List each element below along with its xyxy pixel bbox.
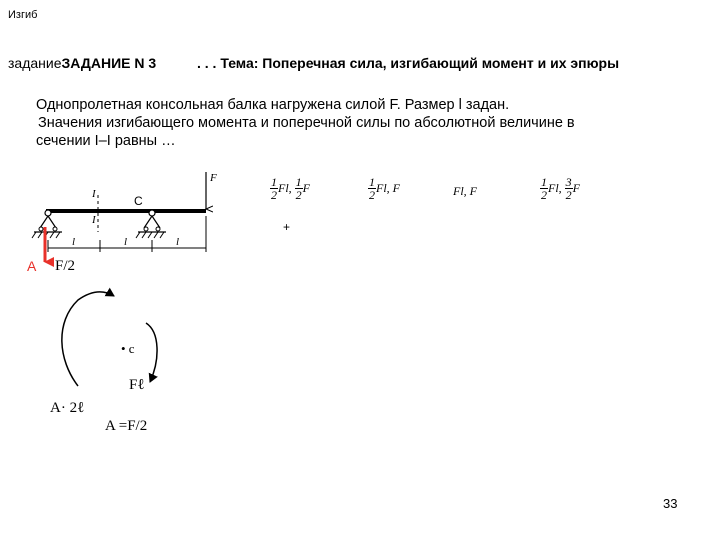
span-label-1: l — [72, 236, 76, 248]
task-topic: Тема: Поперечная сила, изгибающий момент и их эпюры — [220, 55, 620, 71]
middle-roller-support — [136, 210, 166, 238]
plus-sign: + — [283, 220, 291, 234]
point-c-sketch: • c — [121, 341, 135, 356]
page-number: 33 — [663, 496, 678, 511]
section-label-top: I — [92, 188, 96, 200]
section-label-bottom: I — [92, 214, 96, 226]
left-pin-support — [32, 210, 62, 238]
span-label-2: l — [124, 236, 128, 248]
reaction-a-value: F/2 — [55, 258, 76, 274]
question-line-2: Значения изгибающего момента и поперечной силы по абсолютной величине в — [38, 115, 575, 131]
answer-option-2[interactable]: $\frac{1}{2}$ Fl, F — [369, 175, 400, 202]
question-line-1: Однопролетная консольная балка нагружена силой F. Размер l задан. — [36, 97, 510, 113]
moment-arc-f — [146, 323, 157, 382]
answer-option-3[interactable]: Fl, F — [453, 183, 477, 198]
task-prefix: задание — [8, 55, 62, 71]
slide-title: Изгиб — [8, 9, 38, 21]
reaction-a-result: A =F/2 — [105, 418, 148, 434]
moment-f-label: Fℓ — [129, 377, 145, 393]
moment-arc-a — [62, 292, 114, 386]
point-c-label: C — [134, 194, 143, 208]
span-label-3: l — [176, 236, 180, 248]
task-dots: . . . — [197, 55, 217, 71]
moment-a-label: A· 2ℓ — [50, 400, 85, 416]
task-number: ЗАДАНИЕ N 3 — [61, 55, 157, 71]
force-label: F — [210, 172, 217, 184]
answer-option-1[interactable]: $\frac{1}{2}$ Fl, $\frac{1}{2}$ F — [271, 175, 311, 202]
answer-option-4[interactable]: $\frac{1}{2}$ Fl, $\frac{3}{2}$ F — [541, 175, 581, 202]
question-line-3: сечении I–I равны … — [36, 133, 176, 149]
reaction-a-label: A — [27, 258, 37, 274]
